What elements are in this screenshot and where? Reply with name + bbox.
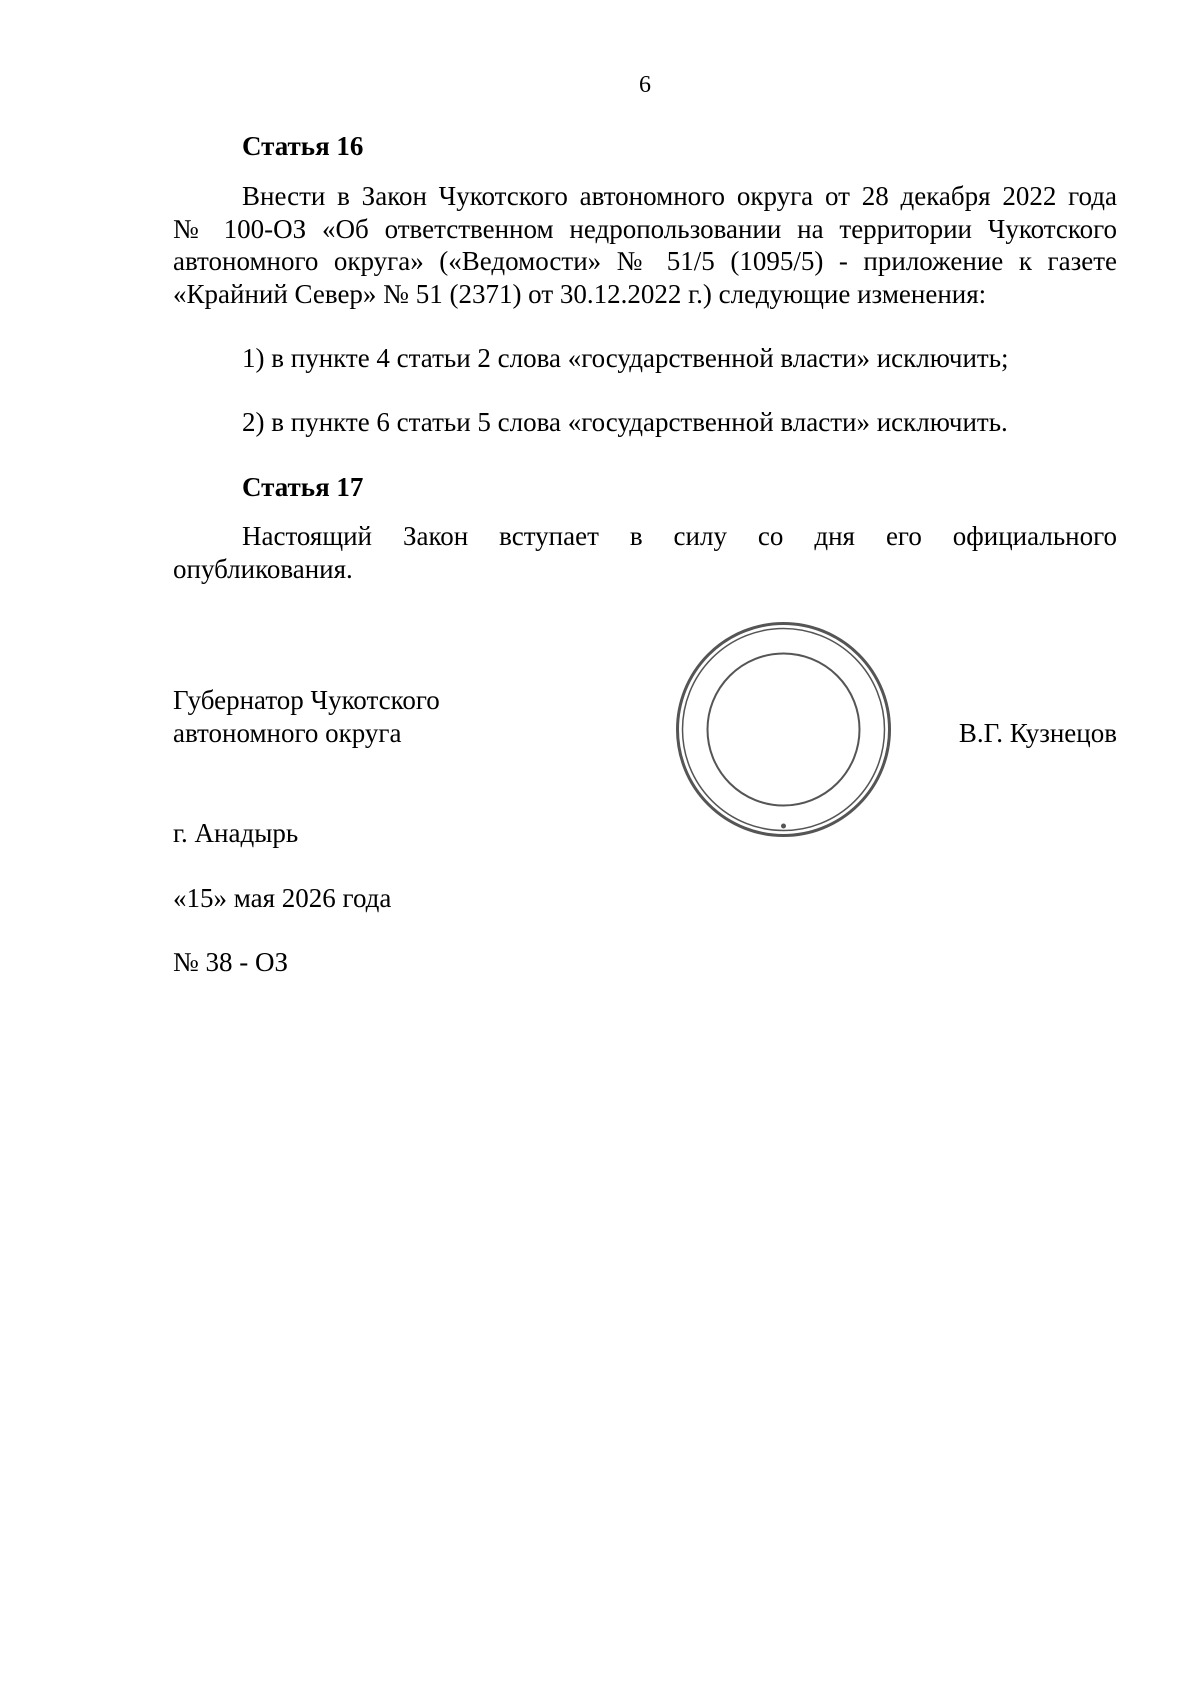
- signatory-title-line: Губернатор Чукотского: [173, 685, 440, 715]
- amendment-item-2: 2) в пункте 6 статьи 5 слова «государственной власти» исключить.: [242, 407, 1008, 437]
- date: «15» мая 2026 года: [173, 883, 392, 913]
- article-17-text: [173, 520, 1117, 585]
- official-stamp: [671, 617, 896, 842]
- article-17-line: Настоящий Закон вступает в силу со дня его официального: [242, 521, 1117, 551]
- article-16-intro-line: «Крайний Север» № 51 (2371) от 30.12.2022 г.) следующие изменения:: [173, 278, 987, 309]
- article-16-intro-line: № 100-ОЗ «Об ответственном недропользовании на территории Чукотского: [173, 213, 1117, 244]
- law-number: № 38 - ОЗ: [173, 947, 289, 977]
- article-17-line: опубликования.: [173, 553, 353, 584]
- article-16-heading: Статья 16: [242, 131, 364, 161]
- article-16-intro-line: Внести в Закон Чукотского автономного округа от 28 декабря 2022 года: [242, 181, 1117, 211]
- place: г. Анадырь: [173, 818, 299, 848]
- article-17-heading: Статья 17: [242, 472, 364, 502]
- signatory-title-line: автономного округа: [173, 718, 402, 748]
- article-16-intro: [173, 180, 1117, 310]
- page-number: 6: [639, 72, 651, 98]
- signatory-title: [173, 684, 440, 750]
- amendment-item-1: 1) в пункте 4 статьи 2 слова «государственной власти» исключить;: [242, 343, 1009, 373]
- signatory-name: В.Г. Кузнецов: [958, 718, 1117, 748]
- article-16-intro-line: автономного округа» («Ведомости» № 51/5 (1095/5) - приложение к газете: [173, 246, 1117, 276]
